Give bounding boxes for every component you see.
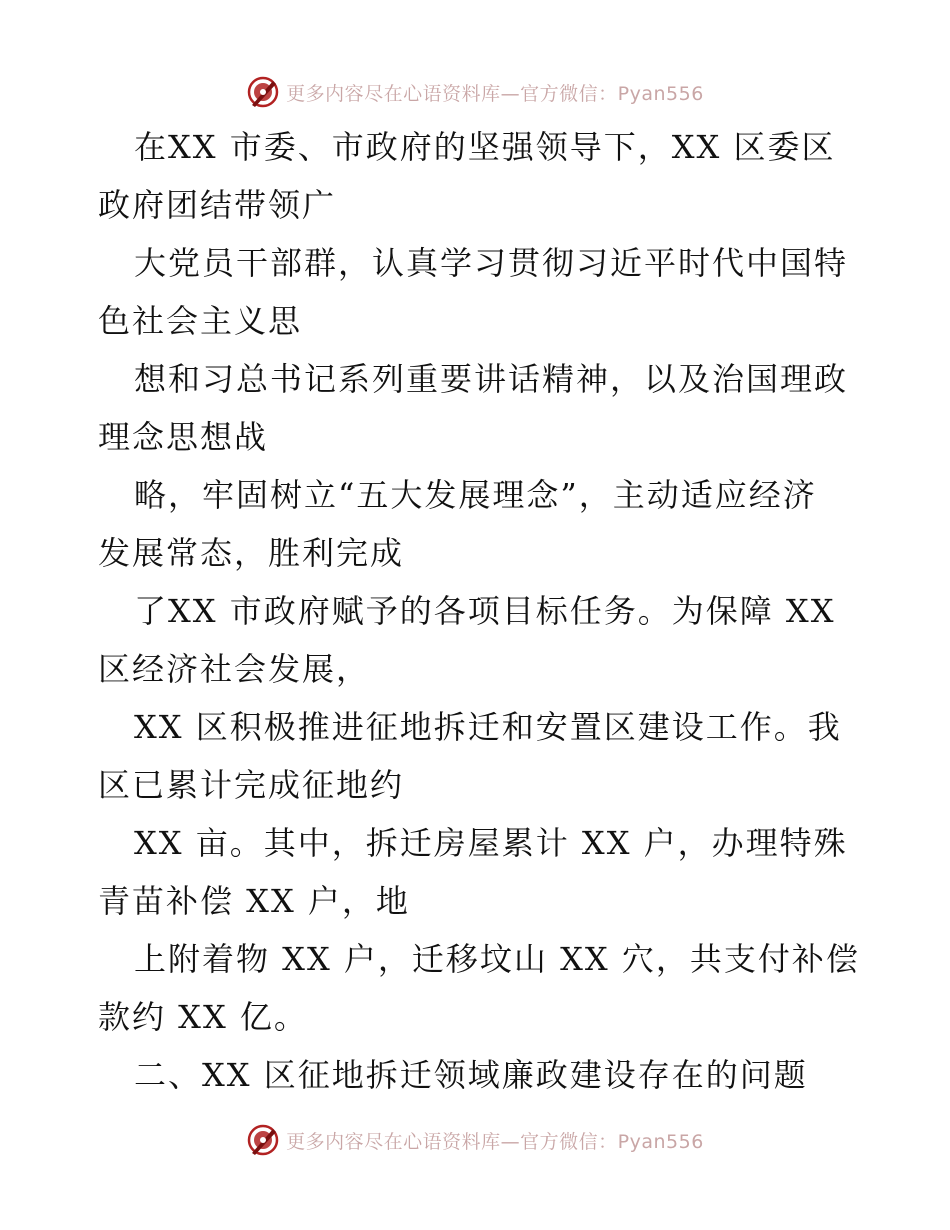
body-line: 上附着物 XX 户，迁移坟山 XX 穴，共支付补偿: [134, 940, 860, 978]
body-line: 略，牢固树立“五大发展理念”，主动适应经济: [134, 476, 817, 514]
header-banner: [0, 70, 950, 114]
document-body: [98, 118, 858, 1104]
pen-seal-logo-icon: [246, 75, 280, 109]
body-line: 色社会主义思: [98, 302, 303, 340]
body-line: 款约 XX 亿。: [98, 998, 308, 1036]
body-line: XX 区积极推进征地拆迁和安置区建设工作。我: [134, 708, 842, 746]
body-line: 大党员干部群，认真学习贯彻习近平时代中国特: [134, 244, 849, 282]
body-line: 了XX 市政府赋予的各项目标任务。为保障 XX: [134, 592, 836, 630]
section-heading: 二、XX 区征地拆迁领域廉政建设存在的问题: [134, 1056, 808, 1094]
header-banner-text: 更多内容尽在心语资料库—官方微信：Pyan556: [286, 82, 704, 105]
footer-banner: [0, 1118, 950, 1162]
body-line: 区已累计完成征地约: [98, 766, 405, 804]
body-line: 青苗补偿 XX 户，地: [98, 882, 410, 920]
body-line: 想和习总书记系列重要讲话精神，以及治国理政: [134, 360, 849, 398]
body-line: 区经济社会发展，: [98, 650, 371, 688]
body-line: 政府团结带领广: [98, 186, 337, 224]
body-line: 在XX 市委、市政府的坚强领导下，XX 区委区: [134, 128, 836, 166]
pen-seal-logo-icon: [246, 1123, 280, 1157]
footer-banner-text: 更多内容尽在心语资料库—官方微信：Pyan556: [286, 1130, 704, 1153]
body-line: XX 亩。其中，拆迁房屋累计 XX 户，办理特殊: [134, 824, 848, 862]
body-line: 发展常态，胜利完成: [98, 534, 405, 572]
body-line: 理念思想战: [98, 418, 269, 456]
